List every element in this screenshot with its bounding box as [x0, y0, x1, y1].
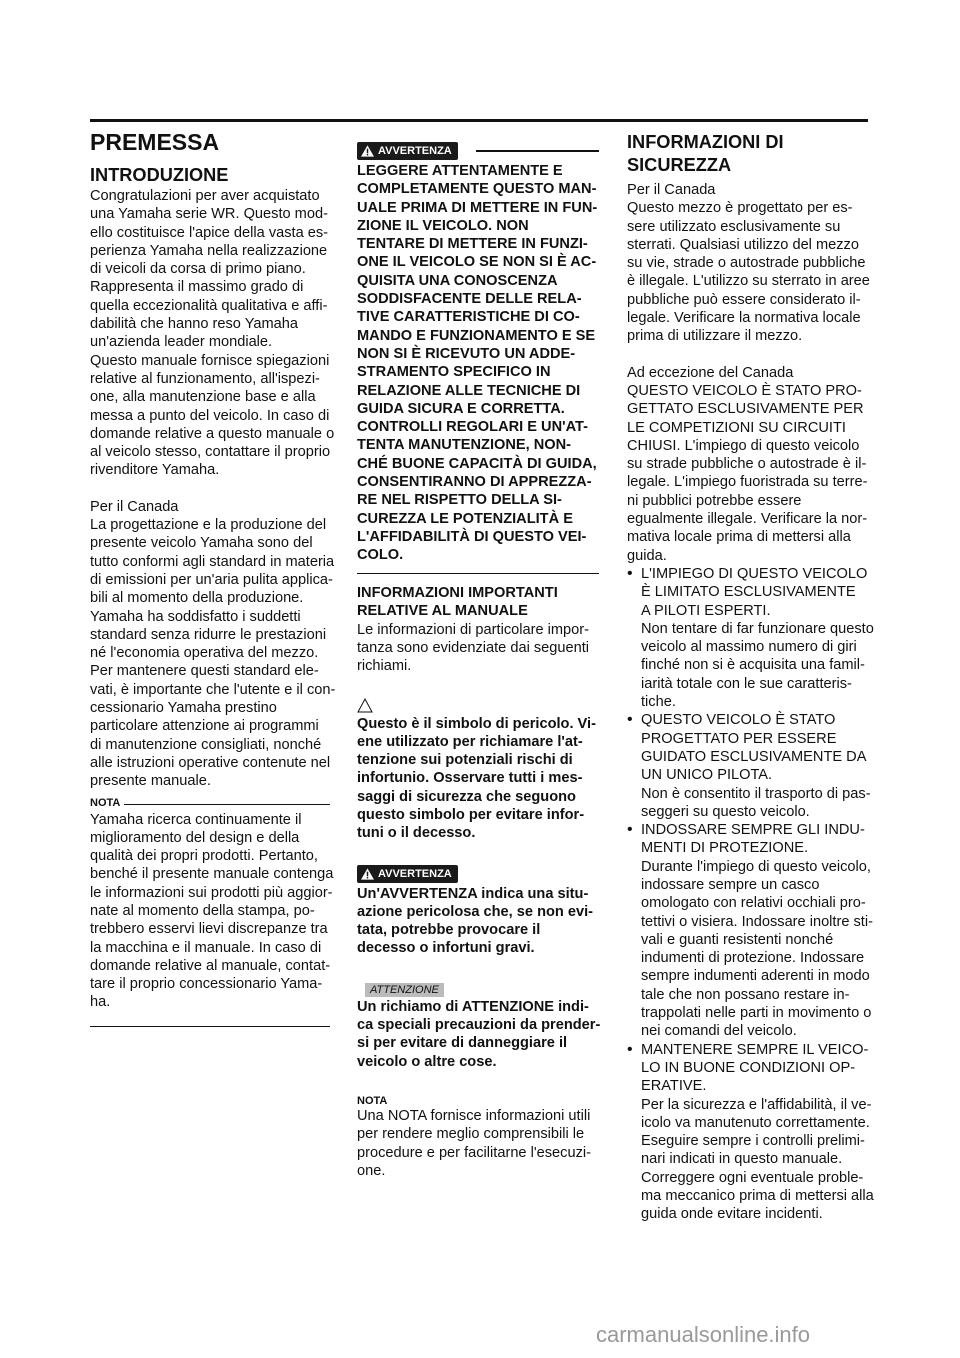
caution-line: veicolo o altre cose. [357, 1053, 497, 1070]
warning-line: RELAZIONE ALLE TECNICHE DI [357, 382, 581, 399]
intro-heading: INTRODUZIONE [90, 165, 229, 185]
bullet-line: UN UNICO PILOTA. [641, 767, 773, 784]
warning2-badge [357, 865, 458, 883]
column-middle [357, 142, 599, 1180]
page-title: PREMESSA [90, 129, 220, 155]
nota-end-rule [90, 1026, 330, 1028]
bullet-line: Non è consentito il trasporto di pas- [641, 785, 871, 802]
canada-line: né l'economia operativa del mezzo. [90, 645, 319, 662]
canada-line: di manutenzione consigliati, nonché [90, 736, 322, 753]
bullet-line: tale che non possano restare in- [641, 986, 850, 1003]
column-left [90, 128, 336, 1027]
hazard-triangle-icon [357, 698, 373, 713]
warning-badge [357, 142, 458, 160]
warning-paragraph [357, 162, 599, 565]
canada-line: vati, è importante che l'utente e il con- [90, 681, 336, 698]
except-line: guida. [627, 547, 667, 564]
canada-line: tutto conformi agli standard in materia [90, 553, 335, 570]
bullet-line: • L'IMPIEGO DI QUESTO VEICOLO [641, 565, 868, 582]
canada-line: presente manuale. [90, 773, 211, 790]
warning2-paragraph [357, 885, 599, 958]
canada-line: cessionario Yamaha prestino [90, 700, 277, 717]
bullet-line: seggeri su questo veicolo. [641, 803, 810, 820]
nota-line: nate al momento della stampa, po- [90, 902, 315, 919]
warning-line: QUISITA UNA CONOSCENZA [357, 272, 558, 289]
intro-line: Rappresenta il massimo grado di [90, 279, 304, 296]
bullet-line: trappolati nelle parti in movimento o [641, 1005, 872, 1022]
except-line: GETTATO ESCLUSIVAMENTE PER [627, 401, 864, 418]
bullet-line: LO IN BUONE CONDIZIONI OP- [641, 1059, 856, 1076]
intro-line: Questo manuale fornisce spiegazioni [90, 352, 330, 369]
intro-line: di veicoli da corsa di primo piano. [90, 261, 306, 278]
nota-line: Yamaha ricerca continuamente il [90, 811, 302, 828]
bullet-line: iarità totale con le sue caratteris- [641, 675, 852, 692]
symbol-line: tenzione sui potenziali rischi di [357, 752, 573, 769]
symbol-line: questo simbolo per evitare infor- [357, 807, 585, 823]
canada-line: presente veicolo Yamaha sono del [90, 535, 313, 552]
symbol-line: tuni o il decesso. [357, 825, 476, 842]
warning-line: RE NEL RISPETTO DELLA SI- [357, 492, 562, 509]
canada-line: particolare attenzione ai programmi [90, 718, 319, 735]
intro-line: relative al funzionamento, all'ispezi- [90, 370, 320, 387]
intro-line: un'azienda leader mondiale. [90, 334, 273, 351]
bullet-line: ma meccanico prima di mettersi alla [641, 1188, 874, 1205]
bullet-line: È LIMITATO ESCLUSIVAMENTE [641, 584, 856, 601]
warning-line: LEGGERE ATTENTAMENTE E [357, 163, 563, 179]
symbol-line: ene utilizzato per richiamare l'at- [357, 733, 583, 750]
warning2-line: decesso o infortuni gravi. [357, 940, 535, 957]
watermark-footer: carmanualsonline.info [596, 1322, 811, 1347]
intro-line: rivenditore Yamaha. [90, 462, 220, 479]
bullet-line: ERATIVE. [641, 1078, 707, 1095]
warning-line: SODDISFACENTE DELLE RELA- [357, 291, 582, 308]
nota-line: domande relative al manuale, contat- [90, 957, 331, 974]
info-heading [357, 584, 599, 621]
warning-line: NON SI È RICEVUTO UN ADDE- [357, 345, 576, 362]
warning-line: TIVE CARATTERISTICHE DI CO- [357, 309, 580, 326]
warning2-line: azione pericolosa che, se non evi- [357, 903, 594, 920]
intro-paragraph [90, 187, 335, 480]
nota-line: qualità dei propri prodotti. Pertanto, [90, 848, 318, 865]
canada-line: di emissioni per un'aria pulita applica- [90, 571, 333, 588]
caution-badge: ATTENZIONE [365, 983, 444, 997]
nota-paragraph [90, 811, 334, 1012]
info-heading-line: INFORMAZIONI IMPORTANTI [357, 585, 558, 602]
except-paragraph [627, 364, 870, 565]
nota-label: NOTA [90, 796, 121, 809]
warning-line: CONSENTIRANNO DI APPREZZA- [357, 474, 592, 491]
nota-line: tare il proprio concessionario Yama- [90, 976, 323, 993]
bullet-line: sempre indumenti aderenti in modo [641, 968, 870, 985]
except-line: ni pubblici potrebbe essere [627, 492, 802, 509]
canada-line: sere utilizzato esclusivamente su [627, 218, 841, 235]
info-line: Le informazioni di particolare impor- [357, 621, 589, 638]
safety-heading [627, 131, 870, 177]
warning2-line: Un'AVVERTENZA indica una situ- [357, 885, 589, 902]
except-line: su strade pubbliche o autostrade è il- [627, 456, 867, 473]
bullet-line: vali e guanti resistenti nonché [641, 931, 834, 948]
canada-line: Questo mezzo è progettato per es- [627, 200, 853, 217]
canada-line: standard senza ridurre le prestazioni [90, 626, 327, 643]
except-line: LE COMPETIZIONI SU CIRCUITI [627, 419, 846, 436]
nota2-line: procedure e per facilitarne l'esecuzi- [357, 1144, 591, 1161]
bullet-line: PROGETTATO PER ESSERE [641, 730, 837, 747]
intro-line: domande relative a questo manuale o [90, 425, 335, 442]
warning-line: ONE IL VEICOLO SE NON SI È AC- [357, 254, 597, 271]
warning-line: MANDO E FUNZIONAMENTO E SE [357, 327, 596, 344]
bullet-line: nari indicati in questo manuale. [641, 1151, 843, 1168]
bullet-item [627, 821, 873, 1041]
canada-line: è illegale. L'utilizzo su sterrato in aree [627, 273, 870, 290]
nota-line: ha. [90, 994, 111, 1011]
bullet-line: nei comandi del veicolo. [641, 1023, 797, 1040]
symbol-line: infortunio. Osservare tutti i mes- [357, 770, 583, 787]
bullet-line: Eseguire sempre i controlli prelimi- [641, 1133, 865, 1150]
bullet-line: veicolo al massimo numero di giri [641, 639, 857, 656]
nota2-paragraph [357, 1107, 599, 1180]
bullet-line: indossare sempre un casco [641, 876, 820, 893]
top-rule [90, 119, 868, 122]
nota-line: trebbero esservi lievi discrepanze tra [90, 921, 328, 938]
warning-line: COMPLETAMENTE QUESTO MAN- [357, 181, 597, 198]
nota-line: la macchina e il manuale. In caso di [90, 939, 322, 956]
info-line: tanza sono evidenziate dai seguenti [357, 639, 590, 656]
bullet-line: guida onde evitare incidenti. [641, 1206, 823, 1223]
except-line: mativa locale prima di mettersi alla [627, 529, 851, 546]
warning-line: ZIONE IL VEICOLO. NON [357, 217, 529, 234]
intro-line: one, alla manutenzione base e alla [90, 389, 316, 406]
bullet-line: indumenti di protezione. Indossare [641, 950, 865, 967]
caution-line: Un richiamo di ATTENZIONE indi- [357, 998, 589, 1015]
caution-paragraph [357, 998, 599, 1071]
warning-header [357, 142, 599, 160]
except-line: egualmente illegale. Verificare la nor- [627, 511, 868, 528]
column-right [627, 131, 874, 1224]
bullet-line: Per la sicurezza e l'affidabilità, il ve- [641, 1096, 872, 1113]
nota2-label: NOTA [357, 1094, 388, 1107]
intro-line: perienza Yamaha nella realizzazione [90, 242, 328, 259]
warning-line: UALE PRIMA DI METTERE IN FUN- [357, 199, 598, 216]
canada-line: Per il Canada [90, 498, 179, 515]
except-line: QUESTO VEICOLO È STATO PRO- [627, 382, 862, 399]
canada-line: sterrati. Qualsiasi utilizzo del mezzo [627, 236, 859, 253]
bullet-line: tettivi o visiera. Indossare inoltre sti- [641, 913, 873, 930]
intro-line: ello costituisce l'apice della vasta es- [90, 224, 329, 241]
warning-line: STRAMENTO SPECIFICO IN [357, 364, 551, 381]
intro-line: al veicolo stesso, contattare il proprio [90, 444, 331, 461]
bullet-line: GUIDATO ESCLUSIVAMENTE DA [641, 748, 867, 765]
canada-line: Yamaha ha soddisfatto i suddetti [90, 608, 301, 625]
warning-line: TENTA MANUTENZIONE, NON- [357, 437, 572, 454]
bullet-line: • MANTENERE SEMPRE IL VEICO- [641, 1041, 869, 1058]
nota-line: le informazioni sui prodotti più aggior- [90, 884, 333, 901]
symbol-paragraph [357, 715, 599, 843]
bullet-item [627, 565, 874, 711]
symbol-line: Questo è il simbolo di pericolo. Vi- [357, 715, 596, 732]
warning2-badge-label: AVVERTENZA [378, 867, 452, 880]
except-line: Ad eccezione del Canada [627, 364, 794, 381]
safety-heading-line: SICUREZZA [627, 155, 732, 175]
canada-line: alle istruzioni operative contenute nel [90, 754, 331, 771]
warning2-line: tata, potrebbe provocare il [357, 922, 541, 939]
canada-line: legale. Verificare la normativa locale [627, 310, 861, 327]
bullet-line: Non tentare di far funzionare questo [641, 620, 874, 637]
info-line: richiami. [357, 658, 412, 675]
warning-line: CHÉ BUONE CAPACITÀ DI GUIDA, [357, 455, 597, 472]
bullet-line: A PILOTI ESPERTI. [641, 602, 771, 619]
bullet-item [627, 711, 870, 821]
canada-line: Per il Canada [627, 182, 716, 198]
intro-line: una Yamaha serie WR. Questo mod- [90, 206, 328, 223]
bullet-line: Correggere ogni eventuale proble- [641, 1169, 864, 1186]
intro-line: dabilità che hanno reso Yamaha [90, 316, 298, 333]
nota2-line: Una NOTA fornisce informazioni utili [357, 1107, 591, 1124]
canada-line: La progettazione e la produzione del [90, 517, 327, 534]
symbol-line: saggi di sicurezza che seguono [357, 788, 576, 805]
warning-badge-label: AVVERTENZA [378, 145, 452, 157]
bullet-item [627, 1041, 874, 1224]
canada-paragraph [90, 498, 336, 791]
intro-line: quella eccezionalità qualitativa e affi- [90, 297, 328, 314]
nota2-line: per rendere meglio comprensibili le [357, 1126, 585, 1143]
warning-line: COLO. [357, 547, 404, 564]
bullet-line: finché non si è acquisita una famil- [641, 657, 865, 674]
canada-line: pubbliche può essere considerato il- [627, 291, 861, 308]
canada-line: bili al momento della produzione. [90, 590, 304, 607]
info-paragraph [357, 621, 599, 676]
canada-line: Per mantenere questi standard ele- [90, 663, 319, 680]
warning-line: CONTROLLI REGOLARI E UN'AT- [357, 419, 589, 436]
caution-line: ca speciali precauzioni da prender- [357, 1017, 601, 1034]
canada-line: su vie, strade o autostrade pubbliche [627, 255, 866, 272]
canada-line: prima di utilizzare il mezzo. [627, 328, 803, 345]
intro-line: messa a punto del veicolo. In caso di [90, 407, 330, 424]
nota2-line: one. [357, 1162, 386, 1179]
bullet-line: • INDOSSARE SEMPRE GLI INDU- [641, 822, 865, 839]
bullet-line: Durante l'impiego di questo veicolo, [641, 858, 871, 875]
bullet-line: icolo va manutenuto correttamente. [641, 1114, 870, 1131]
safety-heading-line: INFORMAZIONI DI [627, 132, 784, 152]
caution-line: si per evitare di danneggiare il [357, 1035, 568, 1052]
bullet-line: tiche. [641, 694, 676, 711]
canada-paragraph [627, 181, 870, 346]
nota-line: miglioramento del design e della [90, 829, 300, 846]
info-heading-line: RELATIVE AL MANUALE [357, 603, 528, 620]
nota-header [90, 795, 330, 811]
warning-triangle-icon [361, 145, 374, 157]
warning-triangle-icon [361, 868, 374, 880]
except-line: legale. L'impiego fuoristrada su terre- [627, 474, 868, 491]
warning-line: GUIDA SICURA E CORRETTA. [357, 400, 565, 417]
nota-line: benché il presente manuale contenga [90, 866, 334, 883]
warning-line: L'AFFIDABILITÀ DI QUESTO VEI- [357, 528, 587, 545]
warning-line: CUREZZA LE POTENZIALITÀ E [357, 510, 573, 527]
bullet-line: omologato con relativi occhiali pro- [641, 895, 866, 912]
warning-line: TENTARE DI METTERE IN FUNZI- [357, 236, 588, 253]
intro-line: Congratulazioni per aver acquistato [90, 188, 320, 204]
bullet-line: • QUESTO VEICOLO È STATO [641, 712, 836, 729]
except-line: CHIUSI. L'impiego di questo veicolo [627, 437, 860, 454]
bullet-line: MENTI DI PROTEZIONE. [641, 840, 809, 857]
